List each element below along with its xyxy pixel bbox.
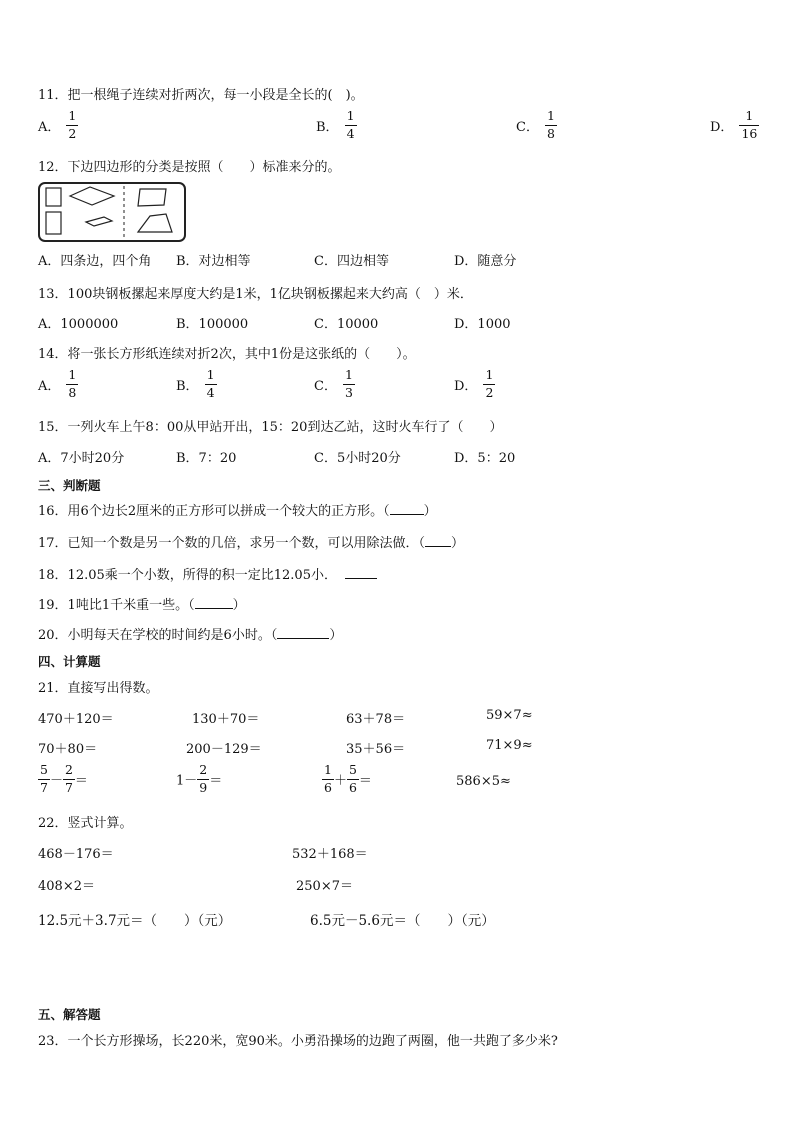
calc-item: 586×5≈ [456, 774, 511, 789]
q14-option-c: C． $\frac{1}{3}$ [314, 367, 353, 400]
vertical-calc-item: 468－176＝ [38, 847, 114, 862]
q15-option-c: C．5小时20分 [314, 451, 401, 466]
question-12: 12．下边四边形的分类是按照（ ）标准来分的。 [38, 160, 341, 175]
q15-option-b: B．7：20 [176, 451, 237, 466]
question-11: 11．把一根绳子连续对折两次，每一小段是全长的( )。 [38, 88, 364, 103]
q14-option-a: A． $\frac{1}{8}$ [38, 367, 77, 400]
q12-option-d: D．随意分 [454, 254, 517, 269]
question-17: 17．已知一个数是另一个数的几倍，求另一个数，可以用除法做．（ ） [38, 536, 465, 551]
parallelogram-shape [86, 217, 112, 226]
money-calc-item: 12.5元＋3.7元＝（ ）（元） [38, 913, 232, 929]
q12-option-b: B．对边相等 [176, 254, 251, 269]
section-heading-judge: 三、判断题 [38, 478, 101, 493]
calc-item: 470＋120＝ [38, 712, 114, 727]
q11-option-a: A． $\frac{1}{2}$ [38, 108, 77, 141]
answer-blank [425, 534, 451, 547]
q11-option-c: C． $\frac{1}{8}$ [516, 108, 555, 141]
irregular-quad-shape [138, 189, 166, 206]
calc-item-one-minus-fraction: 1－ $\frac{2}{9}$ ＝ [176, 762, 223, 795]
answer-blank [345, 566, 377, 579]
question-15: 15．一列火车上午8：00从甲站开出，15：20到达乙站，这时火车行了（ ） [38, 420, 503, 435]
answer-blank [390, 502, 424, 515]
question-22: 22．竖式计算。 [38, 816, 133, 831]
calc-item: 63＋78＝ [346, 712, 406, 727]
q13-option-b: B．100000 [176, 317, 249, 332]
section-heading-calc: 四、计算题 [38, 654, 101, 669]
q15-option-a: A．7小时20分 [38, 451, 125, 466]
money-calc-item: 6.5元－5.6元＝（ ）（元） [310, 913, 495, 929]
question-21: 21．直接写出得数。 [38, 681, 159, 696]
rhombus-shape [70, 187, 114, 205]
question-13: 13．100块钢板摞起来厚度大约是1米，1亿块钢板摞起来大约高（ ）米． [38, 287, 473, 302]
answer-blank [195, 596, 233, 609]
quadrilateral-shapes [40, 184, 184, 240]
q13-option-c: C．10000 [314, 317, 379, 332]
rectangle-shape [46, 212, 61, 234]
question-16: 16．用6个边长2厘米的正方形可以拼成一个较大的正方形。（ ） [38, 504, 437, 519]
q13-option-d: D．1000 [454, 317, 511, 332]
calc-item: 71×9≈ [486, 738, 533, 753]
section-heading-answer: 五、解答题 [38, 1007, 101, 1022]
calc-item-fraction-subtract: $\frac{5}{7}$ － $\frac{2}{7}$ ＝ [40, 762, 88, 795]
calc-item: 200－129＝ [186, 742, 262, 757]
square-shape [46, 188, 61, 206]
question-19: 19．1吨比1千米重一些。（ ） [38, 598, 246, 613]
trapezoid-shape [138, 214, 172, 232]
quadrilateral-figure [38, 182, 186, 242]
question-23: 23．一个长方形操场，长220米，宽90米。小勇沿操场的边跑了两圈，他一共跑了多少米? [38, 1034, 558, 1049]
vertical-calc-item: 408×2＝ [38, 879, 95, 894]
question-14: 14．将一张长方形纸连续对折2次，其中1份是这张纸的（ ）。 [38, 347, 416, 362]
q12-option-a: A．四条边，四个角 [38, 254, 152, 269]
q14-option-b: B． $\frac{1}{4}$ [176, 367, 215, 400]
question-20: 20．小明每天在学校的时间约是6小时。（ ） [38, 628, 343, 643]
q15-option-d: D．5：20 [454, 451, 516, 466]
q13-option-a: A．1000000 [38, 317, 119, 332]
calc-item-fraction-add: $\frac{1}{6}$ ＋ $\frac{5}{6}$ ＝ [324, 762, 372, 795]
q12-option-c: C．四边相等 [314, 254, 389, 269]
calc-item: 70＋80＝ [38, 742, 98, 757]
calc-item: 59×7≈ [486, 708, 533, 723]
question-18: 18．12.05乘一个小数，所得的积一定比12.05小． [38, 564, 377, 583]
answer-blank [277, 626, 329, 639]
q14-option-d: D． $\frac{1}{2}$ [454, 367, 494, 400]
calc-item: 35＋56＝ [346, 742, 406, 757]
calc-item: 130＋70＝ [192, 712, 260, 727]
q11-option-d: D． $\frac{1}{16}$ [710, 108, 758, 141]
vertical-calc-item: 250×7＝ [296, 879, 353, 894]
q11-option-b: B． $\frac{1}{4}$ [316, 108, 355, 141]
vertical-calc-item: 532＋168＝ [292, 847, 368, 862]
